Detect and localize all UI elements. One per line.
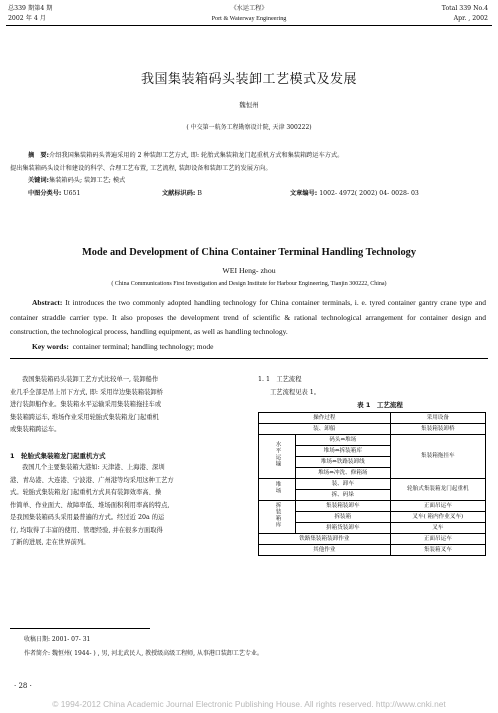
english-abstract <box>10 296 486 340</box>
article-label: 文章编号: <box>290 189 318 197</box>
section-line: 式。轮胎式集装箱龙门起重机方式具有装卸效率高、操 <box>10 489 162 496</box>
copyright-watermark: © 1994-2012 China Academic Journal Electronic Publishing House. All rights reserved. http://www.cnki.net <box>52 699 446 709</box>
table-header-cell: 采用设备 <box>390 413 485 424</box>
section-line: 了新的进展, 走在世界前列。 <box>10 539 90 546</box>
header-rule <box>6 25 492 26</box>
process-table <box>258 412 486 556</box>
right-column <box>258 374 488 412</box>
intro-line: 或集装箱跨运车。 <box>10 426 61 433</box>
table-cell: 集装箱装卸桥 <box>390 424 485 435</box>
english-abstract-text: It introduces the two commonly adopted handling technology for China container terminals, i. e. tyred container gantry crane type and container straddle carrier type. It also proposes the development trend of scientific & rational technological arrangement for container design and construction, the technological process, handling equipment, as well as handling technology. <box>10 298 487 337</box>
clc-value: U651 <box>63 189 81 197</box>
clc-label: 中图分类号: <box>28 189 62 197</box>
keywords-text: 集装箱码头; 装卸工艺; 模式 <box>49 177 126 184</box>
table-group-label <box>259 479 296 501</box>
article-value: 1002- 4972( 2002) 04- 0028- 03 <box>319 189 419 197</box>
author-affiliation: ( 中交第一航务工程勘察设计院, 天津 300222) <box>186 124 312 131</box>
table-cell: 拼箱货装卸车 <box>296 523 391 534</box>
doc-code <box>162 188 202 201</box>
table-title: 表 1 工艺流程 <box>357 401 403 409</box>
table-cell: 堆场⇔铁路装卸线 <box>296 457 391 468</box>
section-line: 港、青岛港、大连港、宁波港、广州港等均采用这种工艺方 <box>10 476 174 484</box>
table-cell: 正面吊运车 <box>390 534 485 545</box>
table-row <box>259 545 486 556</box>
footnote-rule <box>10 628 150 629</box>
table-cell: 码头⇔堆场 <box>296 435 391 446</box>
table-cell: 装、卸船 <box>259 424 391 435</box>
abstract-cn-cont <box>10 163 486 176</box>
footnote-author-bio: 作者简介: 魏恒州( 1944- ) , 男, 河北武民人, 教授级高级工程师, 从事港口装卸工艺专业。 <box>24 650 263 657</box>
table-row <box>259 534 486 545</box>
group-label-text: 拆装箱库 <box>274 501 281 529</box>
english-keywords-label: Key words: <box>32 342 69 351</box>
clc-number <box>28 188 80 201</box>
table-cell: 堆场⇔冲洗、修箱场 <box>296 468 391 479</box>
header-journal: 《水运工程》 <box>230 5 268 12</box>
header-issue: 总339 期第4 期 <box>8 5 53 12</box>
header-issue-en: Total 339 No.4 <box>441 5 488 12</box>
table-cell: 集装箱拖挂车 <box>390 435 485 479</box>
table-cell: 轮胎式集装箱龙门起重机 <box>390 479 485 501</box>
english-author: WEI Heng- zhou <box>222 266 276 275</box>
intro-line: 集装箱跨运车, 堆场作业采用轮胎式集装箱龙门起重机 <box>10 413 159 421</box>
table-header-cell: 操作过程 <box>259 413 391 424</box>
abstract-label: 摘 要: <box>28 152 50 159</box>
table-cell: 集装箱叉车 <box>390 545 485 556</box>
section-line: 作简单、作业面大、故障率低、堆场面积利用率高的特点, <box>10 501 170 509</box>
article-number <box>290 188 419 201</box>
header-journal-en: Port & Waterway Engineering <box>211 15 287 22</box>
english-keywords <box>32 342 213 351</box>
table-row <box>259 435 486 446</box>
table-group-label <box>259 501 296 534</box>
table-cell: 叉车( 箱内作业叉车) <box>390 512 485 523</box>
paper-title: 我国集装箱码头装卸工艺模式及发展 <box>140 72 357 87</box>
table-cell: 集装箱装卸车 <box>296 501 391 512</box>
table-cell: 堆场⇔拆装箱库 <box>296 446 391 457</box>
table-row <box>259 501 486 512</box>
table-group-label <box>259 435 296 479</box>
table-header-row <box>259 413 486 424</box>
section-heading: 1 轮胎式集装箱龙门起重机方式 <box>10 451 106 460</box>
table-cell: 拆、码垛 <box>296 490 391 501</box>
abstract-line-2: 提出集装箱码头设计和建设的科学、合理工艺布置, 工艺流程, 装卸设备和装卸工艺的发展方向。 <box>10 164 272 172</box>
header-date-en: Apr. , 2002 <box>453 15 488 22</box>
section-line: 行, 均取得了丰富的使用、管理经验, 并在很多方面取得 <box>10 526 163 534</box>
table-row <box>259 479 486 490</box>
table-row <box>259 424 486 435</box>
intro-line: 业几乎全部是吊上吊下方式, 即: 采用岸边集装箱装卸桥 <box>10 388 163 396</box>
page-number: · 28 · <box>14 682 32 690</box>
abstract-line-1: 介绍我国集装箱码头普遍采用的 2 种装卸工艺方式, 即: 轮胎式集装箱龙门起重机方式和集装箱跨运车方式。 <box>49 152 344 159</box>
doc-label: 文献标识码: <box>162 189 196 197</box>
doc-value: B <box>197 189 202 197</box>
author-name: 魏恒州 <box>239 101 259 109</box>
english-title: Mode and Development of China Container Terminal Handling Technology <box>81 247 417 258</box>
table-cell: 叉车 <box>390 523 485 534</box>
table-cell: 正面吊运车 <box>390 501 485 512</box>
table-cell: 铁路集装箱装卸作业 <box>259 534 391 545</box>
group-label-text: 堆场 <box>274 480 281 495</box>
section-divider <box>10 358 488 359</box>
subsection-text: 工艺流程见表 1。 <box>270 388 321 396</box>
group-label-text: 水平运输 <box>274 441 281 468</box>
keywords-cn <box>28 175 125 188</box>
section-line: 是我国集装箱码头采用最普遍的方式。经过近 20a 的运 <box>10 514 165 521</box>
intro-line: 我国集装箱码头装卸工艺方式比较单一, 装卸船作 <box>22 376 159 383</box>
intro-line: 进行装卸船作业。集装箱水平运输采用集装箱拖挂车或 <box>10 401 162 408</box>
table-cell: 其他作业 <box>259 545 391 556</box>
footnote-received: 收稿日期: 2001- 07- 31 <box>24 636 91 643</box>
english-affiliation: ( China Communications First Investigation and Design Institute for Harbour Engineering, Tianjin 300222, China) <box>111 281 387 287</box>
table-cell: 拆装箱 <box>296 512 391 523</box>
table-cell: 装、卸车 <box>296 479 391 490</box>
left-column <box>10 374 242 550</box>
abstract-cn <box>28 150 478 163</box>
section-line: 我国几个主要集装箱大港如: 天津港、上海港、深圳 <box>22 464 165 471</box>
keywords-label: 关键词: <box>28 177 50 184</box>
english-keywords-text: container terminal; handling technology; mode <box>72 342 214 351</box>
header-date: 2002 年 4 月 <box>8 15 46 22</box>
english-abstract-label: Abstract: <box>32 298 63 307</box>
subsection-heading: 1. 1 工艺流程 <box>258 376 302 383</box>
